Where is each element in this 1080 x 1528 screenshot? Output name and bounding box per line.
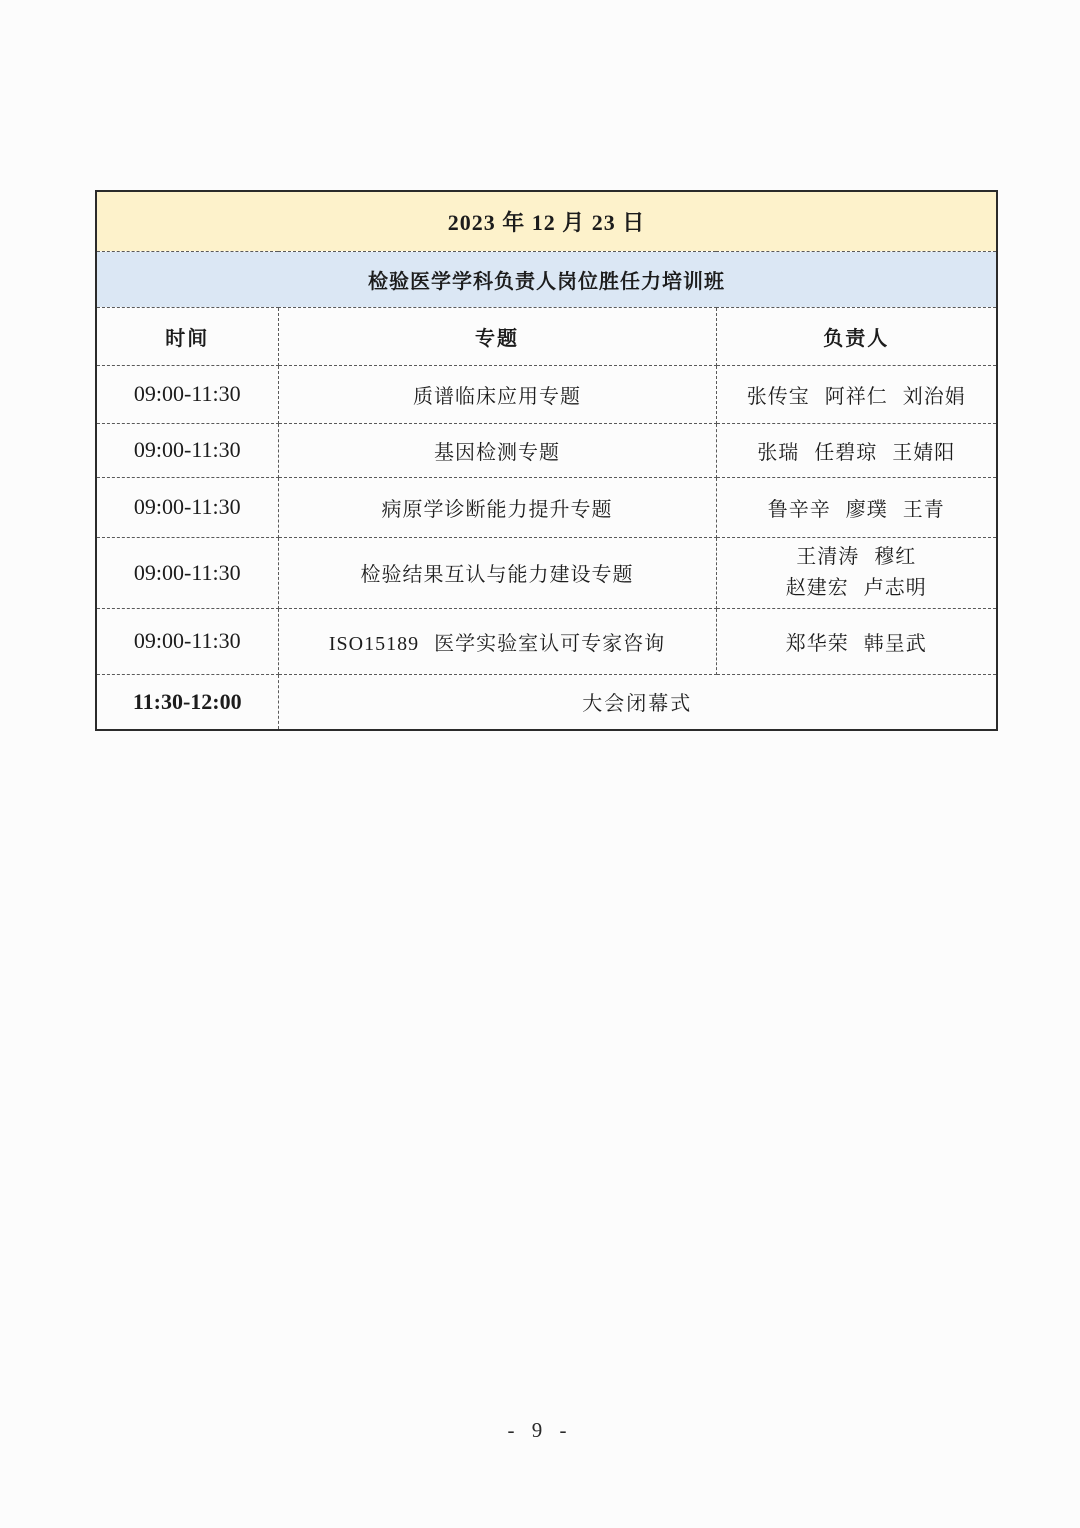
session-time: 09:00-11:30 [96, 537, 278, 608]
session-leaders: 郑华荣 韩呈武 [716, 608, 997, 674]
date-banner-row [96, 191, 997, 251]
col-header-time: 时间 [96, 307, 278, 365]
session-topic: 病原学诊断能力提升专题 [278, 477, 716, 537]
leaders-line-1: 王清涛 穆红 [796, 545, 917, 568]
table-row [96, 423, 997, 477]
page-number: - 9 - [507, 1418, 573, 1442]
schedule-table [95, 190, 998, 731]
col-header-leader: 负责人 [716, 307, 997, 365]
session-title: 检验医学学科负责人岗位胜任力培训班 [96, 251, 997, 307]
session-time: 09:00-11:30 [96, 477, 278, 537]
session-leaders [716, 537, 997, 608]
session-time: 09:00-11:30 [96, 365, 278, 423]
session-time: 09:00-11:30 [96, 608, 278, 674]
table-row [96, 365, 997, 423]
closing-row [96, 674, 997, 730]
col-header-topic: 专题 [278, 307, 716, 365]
session-leaders: 张瑞 任碧琼 王婧阳 [716, 423, 997, 477]
table-row [96, 477, 997, 537]
session-leaders: 鲁辛辛 廖璞 王青 [716, 477, 997, 537]
session-topic: ISO15189 医学实验室认可专家咨询 [278, 608, 716, 674]
session-time: 09:00-11:30 [96, 423, 278, 477]
session-leaders: 张传宝 阿祥仁 刘治娟 [716, 365, 997, 423]
session-topic: 质谱临床应用专题 [278, 365, 716, 423]
table-row [96, 608, 997, 674]
closing-label: 大会闭幕式 [278, 674, 997, 730]
date-title: 2023 年 12 月 23 日 [96, 191, 997, 251]
leaders-line-2: 赵建宏 卢志明 [785, 576, 927, 599]
session-topic: 基因检测专题 [278, 423, 716, 477]
column-header-row [96, 307, 997, 365]
table-row [96, 537, 997, 608]
session-topic: 检验结果互认与能力建设专题 [278, 537, 716, 608]
closing-time: 11:30-12:00 [96, 674, 278, 730]
session-banner-row [96, 251, 997, 307]
